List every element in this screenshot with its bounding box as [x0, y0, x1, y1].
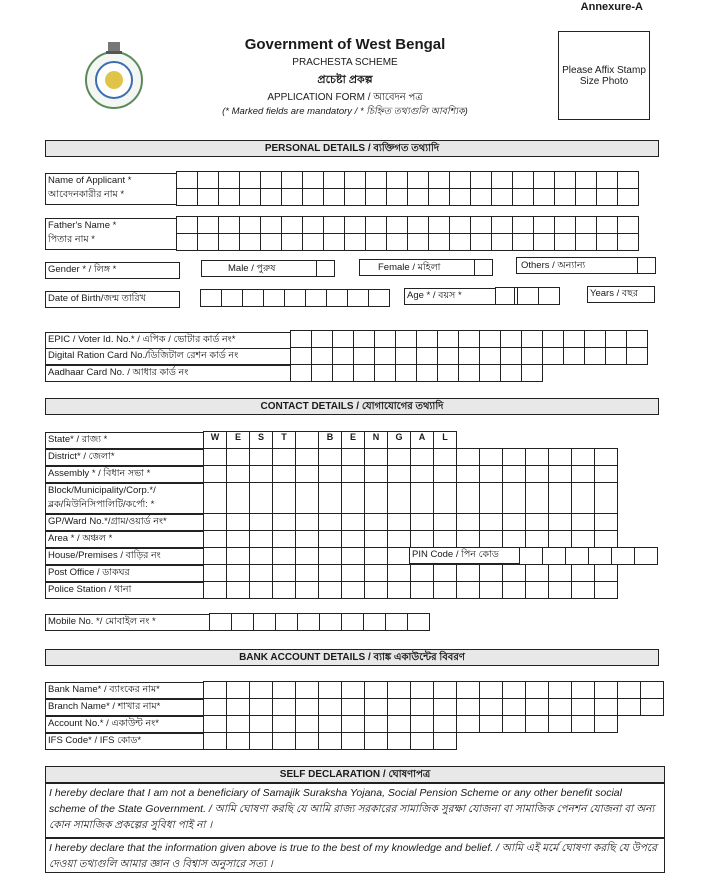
dob-grid[interactable]	[201, 289, 390, 307]
label-mobile: Mobile No. */ মোবাইল নং *	[45, 614, 211, 631]
label-pin-code: PIN Code / পিন কোড	[409, 547, 521, 564]
label-branch-name: Branch Name* / শাখার নাম*	[45, 699, 205, 716]
state-letter: A	[410, 431, 434, 449]
post-grid[interactable]	[204, 564, 618, 582]
state-letter: T	[272, 431, 296, 449]
label-gender: Gender * / লিঙ্গ *	[45, 262, 180, 279]
police-grid[interactable]	[204, 581, 618, 599]
label-father-line1: Father's Name *	[48, 220, 117, 231]
ifs-grid[interactable]	[204, 732, 457, 750]
bank-name-grid[interactable]	[204, 681, 664, 699]
mandatory-note: (* Marked fields are mandatory / * চিহ্নিত তথ্যগুলি আবশ্যিক)	[222, 106, 468, 117]
label-ration-card: Digital Ration Card No./ডিজিটাল রেশন কার্ড নং	[45, 348, 292, 365]
area-grid[interactable]	[204, 530, 618, 548]
label-post-office: Post Office / ডাকঘর	[45, 565, 205, 582]
declaration-paragraph-2: I hereby declare that the information given above is true to the best of my knowledge and belief. / আমি এই মর্মে ঘোষণা করছি যে উপরে দেওয়া তথ্যগুলি আমার জ্ঞান ও বিশ্বাস অনুসারে সত্য ।	[45, 838, 665, 873]
declaration-paragraph-1: I hereby declare that I am not a beneficiary of Samajik Suraksha Yojana, Social Pension Scheme or any other benefit social scheme of the State Government. / আমি ঘোষণা করছি যে আমি রাজ্য সরকারের সামাজিক সুরক্ষা যোজনা বা সামাজিক পেনশন যোজনা বা অন্য কোন সামাজিক প্রকল্পের সুবিধা পাই না ।	[45, 783, 665, 838]
label-date-of-birth: Date of Birth/জন্ম তারিখ	[45, 291, 180, 308]
section-contact-details: CONTACT DETAILS / যোগাযোগের তথ্যাদি	[45, 398, 659, 415]
label-epic: EPIC / Voter Id. No.* / এপিক / ভোটার কার্ড নং*	[45, 332, 292, 349]
label-block-municipality	[45, 483, 205, 514]
gp-grid[interactable]	[204, 513, 618, 531]
label-name-line2: আবেদনকারীর নাম *	[48, 189, 125, 200]
label-account-no: Account No.* / একাউন্ট নং*	[45, 716, 205, 733]
state-letter: W	[203, 431, 227, 449]
aadhaar-grid[interactable]	[291, 364, 543, 382]
gender-male-option[interactable]	[201, 260, 335, 277]
label-name-of-applicant	[45, 173, 177, 205]
label-police-station: Police Station / থানা	[45, 582, 205, 599]
label-gp-ward: GP/Ward No.*/গ্রাম/ওয়ার্ড নং*	[45, 514, 205, 531]
assembly-grid[interactable]	[204, 465, 618, 483]
state-letter: E	[226, 431, 250, 449]
label-house: House/Premises / বাড়ির নং	[45, 548, 205, 565]
state-letter: G	[387, 431, 411, 449]
name-grid-row1[interactable]	[177, 171, 639, 189]
branch-grid[interactable]	[204, 698, 664, 716]
label-area: Area * / অঞ্চল *	[45, 531, 205, 548]
gender-male-checkbox[interactable]	[316, 261, 334, 276]
label-years: Years / বছর	[587, 286, 655, 303]
label-father-line2: পিতার নাম *	[48, 234, 95, 245]
section-personal-details: PERSONAL DETAILS / ব্যক্তিগত তথ্যাদি	[45, 140, 659, 157]
block-grid[interactable]	[204, 482, 618, 514]
label-ifs-code: IFS Code* / IFS কোড*	[45, 733, 205, 750]
label-block-line1: Block/Municipality/Corp.*/	[48, 485, 156, 496]
label-name-line1: Name of Applicant *	[48, 175, 132, 186]
west-bengal-emblem-icon	[78, 40, 150, 112]
state-letter: S	[249, 431, 273, 449]
annexure-label: Annexure-A	[580, 1, 643, 13]
photo-box-text: Please Affix Stamp Size Photo	[562, 64, 646, 87]
father-grid-row1[interactable]	[177, 216, 639, 234]
mobile-grid[interactable]	[210, 613, 430, 631]
state-letter: L	[433, 431, 457, 449]
gender-others-label: Others / অন্যান্য	[521, 260, 586, 271]
label-age: Age * / বয়স *	[404, 288, 496, 305]
header-scheme: PRACHESTA SCHEME	[292, 57, 398, 68]
gender-others-option[interactable]	[516, 257, 656, 274]
header-form-title: APPLICATION FORM / আবেদন পত্র	[267, 92, 423, 103]
gender-male-label: Male / পুরুষ	[228, 263, 276, 274]
account-grid[interactable]	[204, 715, 618, 733]
label-assembly: Assembly * / বিধান সভা *	[45, 466, 205, 483]
house-grid[interactable]	[204, 547, 388, 565]
label-block-line2: ব্লক/মিউনিসিপালিটি/কর্পো: *	[48, 499, 155, 510]
photo-box[interactable]	[558, 31, 650, 120]
district-grid[interactable]	[204, 448, 618, 466]
label-state: State* / রাজ্য *	[45, 432, 205, 449]
state-letter: B	[318, 431, 342, 449]
label-aadhaar: Aadhaar Card No. / আধার কার্ড নং	[45, 365, 292, 382]
epic-grid[interactable]	[291, 330, 648, 348]
header-title: Government of West Bengal	[244, 36, 446, 53]
gender-female-checkbox[interactable]	[474, 260, 492, 275]
state-letter	[295, 431, 319, 449]
label-district: District* / জেলা*	[45, 449, 205, 466]
label-bank-name: Bank Name* / ব্যাংকের নাম*	[45, 682, 205, 699]
state-letter: E	[341, 431, 365, 449]
name-grid-row2[interactable]	[177, 188, 639, 206]
gender-female-label: Female / মহিলা	[378, 262, 441, 273]
pin-grid[interactable]	[520, 547, 658, 565]
father-grid-row2[interactable]	[177, 233, 639, 251]
state-letter: N	[364, 431, 388, 449]
ration-grid[interactable]	[291, 347, 648, 365]
section-bank-details: BANK ACCOUNT DETAILS / ব্যাঙ্ক একাউন্টের বিবরণ	[45, 649, 659, 666]
header-scheme-bengali: প্রচেষ্টা প্রকল্প	[317, 74, 373, 86]
state-grid[interactable]	[204, 431, 457, 449]
gender-others-checkbox[interactable]	[637, 258, 655, 273]
gender-female-option[interactable]	[359, 259, 493, 276]
section-self-declaration: SELF DECLARATION / ঘোষণাপত্র	[45, 766, 665, 783]
label-fathers-name	[45, 218, 177, 250]
age-grid-2[interactable]	[518, 287, 560, 305]
